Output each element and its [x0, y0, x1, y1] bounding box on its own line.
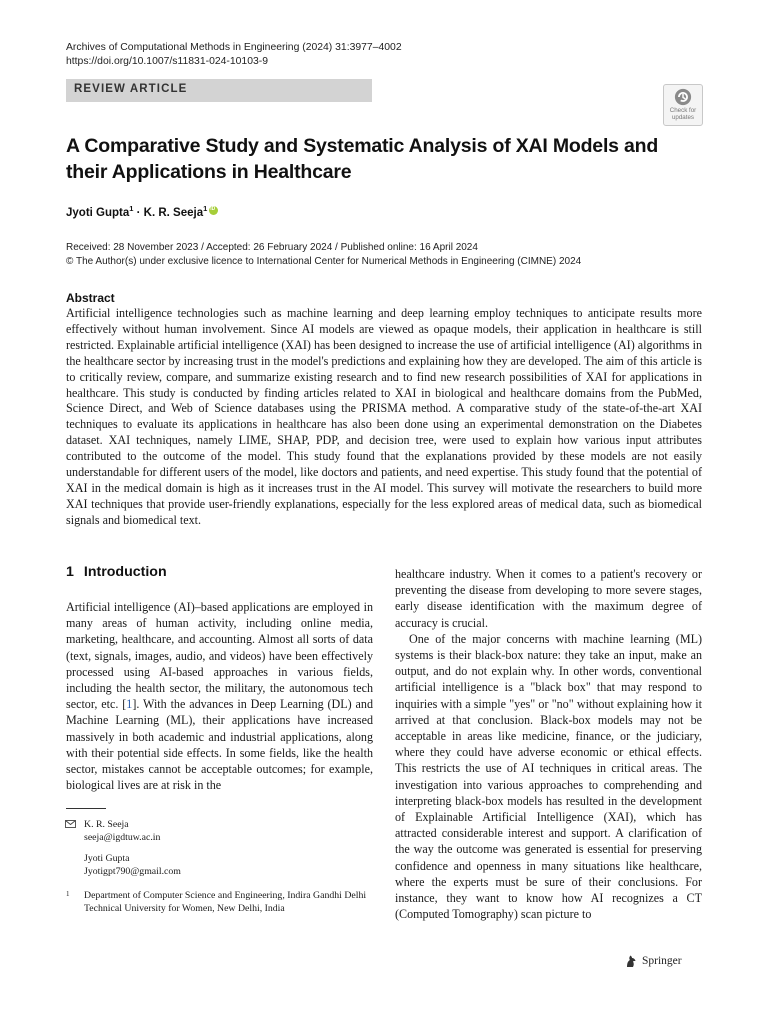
body-column-left: [66, 599, 373, 793]
footnote-divider: [66, 808, 106, 809]
corresponding-author: [84, 818, 160, 844]
body-column-right: [395, 566, 702, 922]
affiliation-number: 1: [66, 890, 70, 898]
affiliation-text: Department of Computer Science and Engineering, Indira Gandhi Delhi Technical University for Women, New Delhi, India: [84, 890, 367, 914]
copyright-notice: © The Author(s) under exclusive licence to International Center for Numerical Methods in Engineering (CIMNE) 2024: [66, 256, 582, 267]
article-title: A Comparative Study and Systematic Analysis of XAI Models and their Applications in Healthcare: [66, 135, 659, 183]
citation-link[interactable]: 1: [126, 697, 133, 712]
paragraph-text: ]. With the advances in Deep Learning (DL) and Machine Learning (ML), their applications have increased massively in both academic and industrial applications, along with their potential side effects. In some fields, like the health sector, mistakes cannot be acceptable outcomes; for example, biological lives are at risk in the: [66, 697, 373, 793]
check-for-updates-text: [664, 107, 702, 121]
author-list: [66, 204, 218, 219]
abstract-body: Artificial intelligence technologies such as machine learning and deep learning employ techniques to anticipate results more effectively without human involvement. Since AI models are viewed as opaque models, their application in healthcare is still restricted. Explainable artificial intelligence (XAI) has been designed to increase the use of artificial intelligence (AI) algorithms in the healthcare sector by increasing trust in the model's predictions and explaining how they are developed. The aim of this article is to critically review, compare, and summarize existing research and to find new research possibilities of XAI for applications in healthcare. This study is conducted by finding articles related to XAI in biological and healthcare domains from the PubMed, Science Direct, and Web of Science databases using the PRISMA method. A comparative study of the state-of-the-art XAI techniques to evaluate its applications in healthcare has also been done using an experimental demonstration on the Diabetes dataset. XAI techniques, namely LIME, SHAP, PDP, and decision tree, were used to explain how various input attributes contributed to the outcome of the model. This study found that the explanations provided by these models are not easily understandable for different users of the model, like doctors and patients, and need expertise. This study found that the potential of XAI in the medical domain is high as it increases trust in the AI model. This survey will motivate the researchers to build more XAI techniques that provide user-friendly explanations, especially for the less explored areas of medical data, such as biomedical signals and biomedical text.: [66, 306, 702, 527]
section-number: 1: [66, 564, 74, 580]
journal-citation: Archives of Computational Methods in Engineering (2024) 31:3977–4002: [66, 42, 402, 53]
check-for-updates-line1: Check for: [669, 107, 697, 114]
check-for-updates-line2: updates: [671, 114, 695, 121]
publisher-name: Springer: [642, 955, 682, 967]
co-author: [84, 852, 181, 878]
author-separator: ·: [133, 206, 144, 219]
check-for-updates-badge[interactable]: [663, 84, 703, 126]
footnote-author-name: K. R. Seeja: [84, 819, 129, 830]
author-affiliation-1: 1: [129, 204, 134, 213]
abstract-heading: Abstract: [66, 291, 115, 305]
author-name-1[interactable]: Jyoti Gupta: [66, 206, 130, 219]
paragraph: One of the major concerns with machine learning (ML) systems is their black-box nature: they take an input, make an output, and do not explain why. In other words, conventional artificial intelligence is a "black box" that may respond to inquiries with a simple "yes" or "no" without explaining how it arrived at that conclusion. Black-box models may not be acceptable in areas like medicine, finance, or the judiciary, where they could have adverse economic or ethical effects. This restricts the use of AI techniques in critical areas. The investigation into various approaches to comprehending and interpreting black-box models has resulted in the development of Explainable Artificial Intelligence (XAI), which has attracted considerable interest and support. A clarification of the way the outcome was generated is essential for preserving confidence and openness in many situations like healthcare, where the experts must be sure of their conclusions. For instance, they want to know how AI recognizes a CT (Computed Tomography) scan picture to: [395, 631, 702, 922]
article-type-banner: [66, 79, 372, 102]
footnote-author-email[interactable]: Jyotigpt790@gmail.com: [84, 866, 181, 877]
paragraph: healthcare industry. When it comes to a patient's recovery or preventing the disease from developing to more severe stages, early disease identification with the maximum degree of accuracy is crucial.: [395, 567, 702, 630]
envelope-icon: [65, 820, 76, 828]
paragraph-text: Artificial intelligence (AI)–based applications are employed in many areas of human activity, including online media, marketing, healthcare, and accounting. Almost all sorts of data (text, signals, images, audio, and videos) have been effectively processed using AI-based approaches in various fields, including the health sector, the military, the autonomous tech sector, etc. [: [66, 600, 373, 712]
springer-horse-icon: [624, 954, 637, 968]
orcid-icon[interactable]: [209, 206, 218, 215]
article-type-label: REVIEW ARTICLE: [74, 83, 188, 95]
footnote-author-name: Jyoti Gupta: [84, 853, 130, 864]
section-title: Introduction: [83, 564, 167, 580]
author-affiliation-2: 1: [203, 204, 208, 213]
publication-dates: Received: 28 November 2023 / Accepted: 26 February 2024 / Published online: 16 April 2024: [66, 242, 478, 253]
footnote-author-email[interactable]: seeja@igdtuw.ac.in: [84, 832, 161, 843]
author-name-2[interactable]: K. R. Seeja: [143, 206, 204, 219]
paragraph: [66, 599, 373, 793]
section-heading-introduction: [66, 564, 167, 580]
doi-link[interactable]: https://doi.org/10.1007/s11831-024-10103-9: [66, 56, 268, 67]
check-for-updates-icon: [674, 88, 692, 106]
